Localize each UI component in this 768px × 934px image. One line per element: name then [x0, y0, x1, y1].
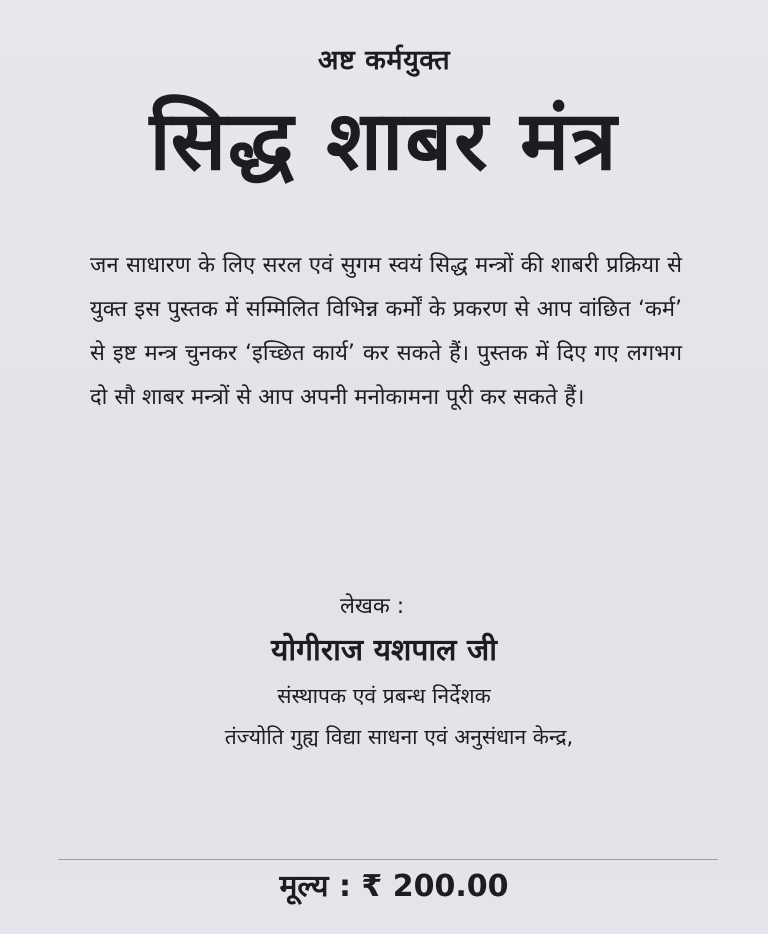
- author-organization: तंज्योति गुह्य विद्या साधना एवं अनुसंधान केन्द्र,: [224, 725, 574, 749]
- author-label: लेखक :: [340, 594, 405, 619]
- book-price: मूल्य : ₹ 200.00: [279, 869, 509, 904]
- author-name: योगीराज यशपाल जी: [271, 633, 497, 668]
- author-role: संस्थापक एवं प्रबन्ध निर्देशक: [277, 684, 491, 708]
- book-subtitle: अष्ट कर्मयुक्त: [317, 45, 451, 76]
- divider: [58, 859, 718, 860]
- book-title: सिद्ध शाबर मंत्र: [149, 94, 619, 189]
- book-description: जन साधारण के लिए सरल एवं सुगम स्वयं सिद्ध मन्त्रों की शाबरी प्रक्रिया से युक्त इस पुस्तक में सम्मिलित विभिन्न कर्मों के प्रकरण से आप वांछित ‘कर्म’ से इष्ट मन्त्र चुनकर ‘इच्छित कार्य’ कर सकते हैं। पुस्तक में दिए गए लगभग दो सौ शाबर मन्त्रों से आप अपनी मनोकामना पूरी कर सकते हैं।: [90, 253, 682, 410]
